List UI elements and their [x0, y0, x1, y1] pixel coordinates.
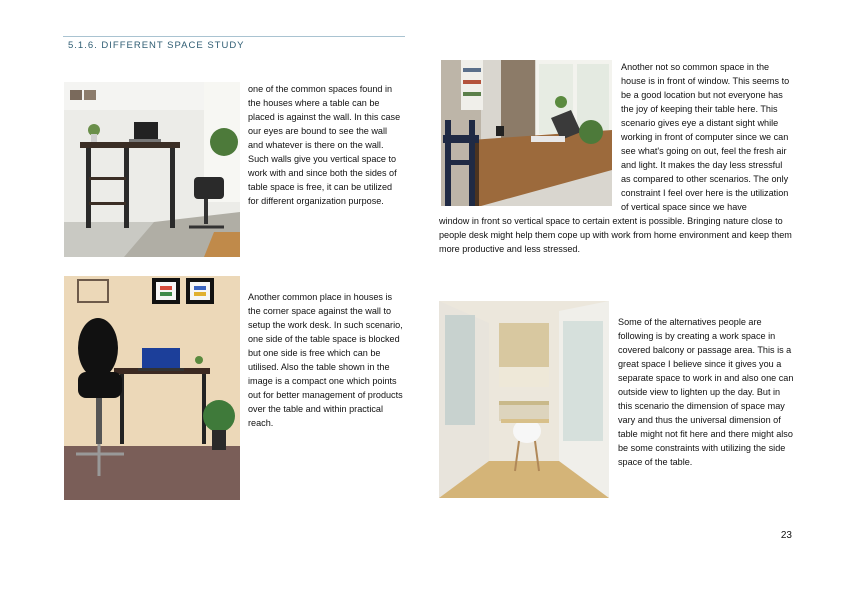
section-heading: 5.1.6. DIFFERENT SPACE STUDY — [68, 40, 245, 51]
paragraph-wall-space: one of the common spaces found in the houses where a table can be placed is against the wall. In this case our eyes are bound to see the wall and whatever is there on the wall. Such walls give you vertical space to work with and since both the sides of table space is free, it can be utilized for different organization purpose. — [248, 84, 401, 206]
photo-balcony-desk — [439, 301, 609, 498]
paragraph-corner-space: Another common place in houses is the corner space against the wall to setup the work desk. In such scenario, one side of the table space is blocked but one side is free which can be utilised. Also the table shown in the image is a compact one which points out for better management of products over the table and within practical reach. — [248, 292, 403, 428]
page-number: 23 — [780, 530, 792, 541]
photo-window-desk — [441, 60, 612, 206]
paragraph-window-space-part1: Another not so common space in the house is in front of window. This seems to be a good location but not everyone has the joy of keeping their table here. This scenario gives eye a distant sight while working in front of computer since we can see what's going on out, feel the fresh air and light. It makes the day less stressful as compared to other scenarios. The only constraint I feel over here is the utilization of vertical space since we have — [621, 62, 790, 212]
paragraph-window-space-part2: window in front so vertical space to certain extent is possible. Bringing nature close to people desk might help them cope up with work from home environment and keep them more productive and less stressed. — [439, 216, 792, 254]
heading-rule — [63, 36, 405, 37]
photo-corner-desk — [64, 276, 240, 500]
paragraph-balcony-space: Some of the alternatives people are following is by creating a work space in covered balcony or passage area. This is a great space I believe since it gives you a separate space to work in and also one can outside view to lighten up the day. But in this scenario the dimension of space may vary and thus the universal dimension of table might not fit here and there might also be some constraints with utilizing the side space of the table. — [618, 317, 794, 467]
photo-wall-desk — [64, 82, 240, 257]
